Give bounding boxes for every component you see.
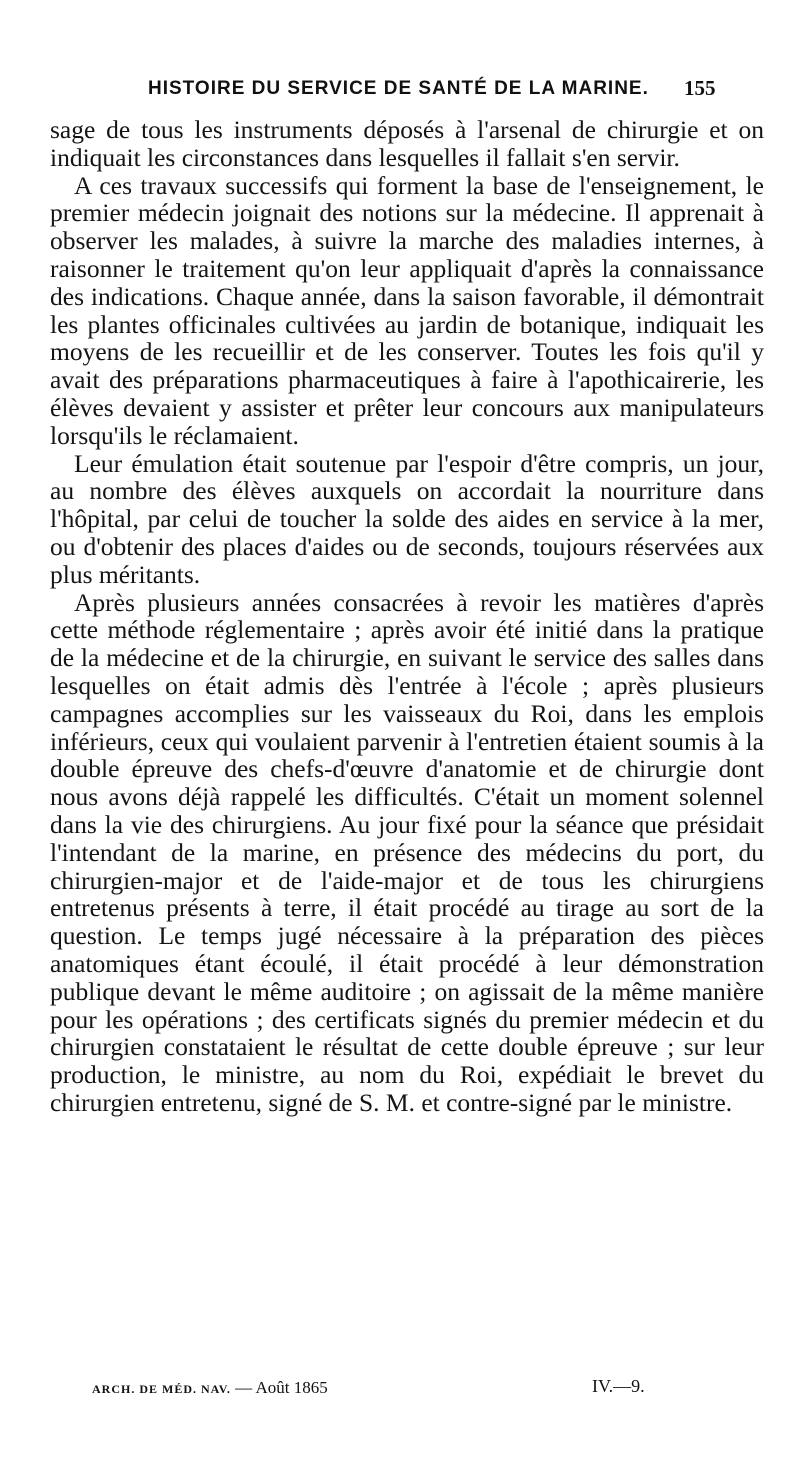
running-title: HISTOIRE DU SERVICE DE SANTÉ DE LA MARINE. [148,78,649,99]
footer-date: Août 1865 [255,1378,328,1397]
paragraph-continuation: sage de tous les instruments déposés à l'arsenal de chirurgie et on indiquait les circonstances dans lesquelles il fallait s'en servir. [50,115,764,172]
body-text [50,116,764,1117]
footer-journal: ARCH. DE MÉD. NAV. [92,1382,231,1396]
paragraph: Après plusieurs années consacrées à revoir les matières d'après cette méthode réglementaire ; après avoir été initié dans la pratique de la médecine et de la chirurgie, en suivant le service des salles dans lesquelles on était admis dès l'entrée à l'école ; après plusieurs campagnes accomplies sur les vaisseaux du Roi, dans les emplois inférieurs, ceux qui voulaient parvenir à l'entretien étaient soumis à la double épreuve des chefs-d'œuvre d'anatomie et de chirurgie dont nous avons déjà rappelé les difficultés. C'était un moment solennel dans la vie des chirurgiens. Au jour fixé pour la séance que présidait l'intendant de la marine, en présence des médecins du port, du chirurgien-major et de l'aide-major et de tous les chirurgiens entretenus présents à terre, il était procédé au tirage au sort de la question. Le temps jugé nécessaire à la préparation des pièces anatomiques étant écoulé, il était procédé à leur démonstration publique devant le même auditoire ; on agissait de la même manière pour les opérations ; des certificats signés du premier médecin et du chirurgien constataient le résultat de cette double épreuve ; sur leur production, le ministre, au nom du Roi, expédiait le brevet du chirurgien entretenu, signé de S. M. et contre-signé par le ministre. [50,587,764,1117]
footer-signature: IV.—9. [592,1376,645,1396]
footer-separator: — [235,1378,253,1397]
page-number: 155 [684,76,716,100]
paragraph: Leur émulation était soutenue par l'espoir d'être compris, un jour, au nombre des élèves auxquels on accordait la nourriture dans l'hôpital, par celui de toucher la solde des aides en service à la mer, ou d'obtenir des places d'aides ou de seconds, toujours réservées aux plus méritants. [50,448,764,589]
footer-citation [92,1378,328,1398]
paragraph: A ces travaux successifs qui forment la base de l'enseignement, le premier médecin joignait des notions sur la médecine. Il apprenait à observer les malades, à suivre la marche des maladies internes, à raisonner le traitement qu'on leur appliquait d'après la connaissance des indications. Chaque année, dans la saison favorable, il démontrait les plantes officinales cultivées au jardin de botanique, indiquait les moyens de les recueillir et de les conserver. Toutes les fois qu'il y avait des préparations pharmaceutiques à faire à l'apothicairerie, les élèves devaient y assister et prêter leur concours aux manipulateurs lorsqu'ils le réclamaient. [50,170,764,450]
